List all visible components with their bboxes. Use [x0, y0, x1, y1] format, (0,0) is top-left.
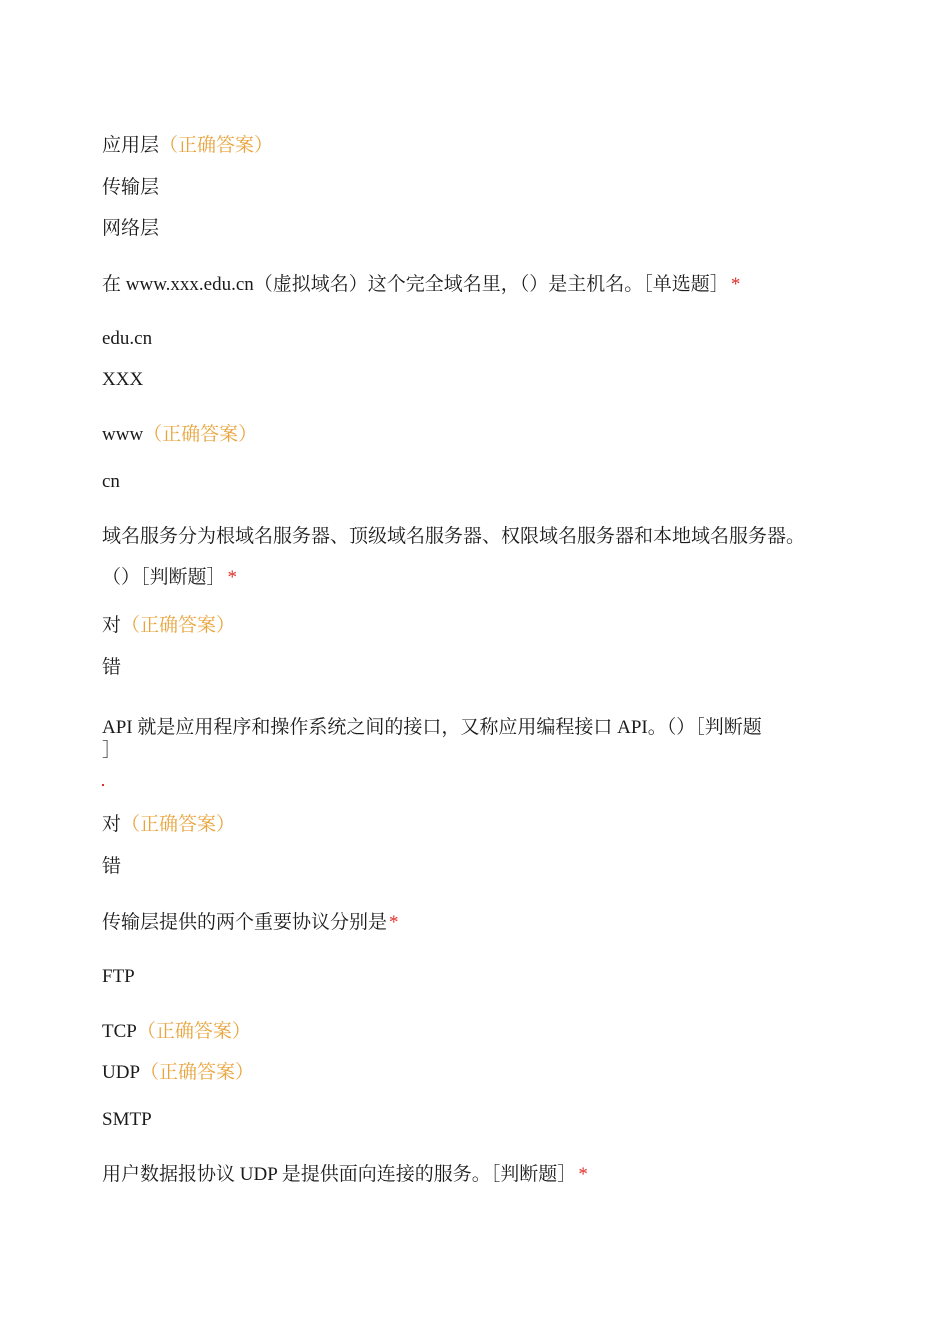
correct-answer-tag: （正确答案） [159, 135, 274, 156]
required-mark: * [578, 1164, 588, 1185]
question-text: （）［判断题］ [102, 567, 226, 588]
option-label: UDP [102, 1062, 141, 1083]
question-text: ］ [102, 740, 122, 761]
question-dns-servers [102, 525, 805, 549]
option-www [102, 423, 257, 447]
option-smtp [102, 1108, 152, 1132]
option-label: 对 [102, 814, 122, 835]
option-tcp [102, 1020, 251, 1044]
required-mark-dot [102, 784, 104, 786]
option-label: TCP [102, 1021, 137, 1042]
option-xxx [102, 368, 143, 392]
option-label: XXX [102, 369, 144, 390]
correct-answer-tag: （正确答案） [136, 1021, 251, 1042]
option-label: 应用层 [102, 135, 160, 156]
option-true [102, 813, 235, 837]
question-udp-service [102, 1163, 588, 1187]
option-udp [102, 1061, 254, 1085]
question-hostname [102, 273, 740, 297]
question-text: API 就是应用程序和操作系统之间的接口，又称应用编程接口 API。（）［判断题 [102, 717, 762, 738]
option-label: 传输层 [102, 177, 160, 198]
option-label: FTP [102, 966, 135, 987]
option-label: cn [102, 471, 120, 492]
option-false [102, 656, 121, 680]
correct-answer-tag: （正确答案） [140, 1062, 255, 1083]
option-transport-layer [102, 176, 159, 200]
option-label: www [102, 424, 144, 445]
required-mark: * [730, 274, 741, 295]
option-label: SMTP [102, 1109, 152, 1130]
option-ftp [102, 965, 135, 989]
option-label: edu.cn [102, 328, 153, 349]
option-cn [102, 470, 120, 494]
question-api [102, 716, 762, 740]
option-false [102, 855, 121, 879]
required-mark: * [227, 567, 238, 588]
correct-answer-tag: （正确答案） [121, 615, 236, 636]
option-application-layer [102, 134, 273, 158]
option-label: 错 [102, 657, 122, 678]
question-api-cont [102, 739, 121, 763]
correct-answer-tag: （正确答案） [121, 814, 236, 835]
correct-answer-tag: （正确答案） [143, 424, 258, 445]
question-text: 在 www.xxx.edu.cn（虚拟域名）这个完全域名里，（）是主机名。［单选题］ [102, 274, 729, 295]
option-network-layer [102, 217, 159, 241]
question-text: 域名服务分为根域名服务器、顶级域名服务器、权限域名服务器和本地域名服务器。 [102, 526, 806, 547]
question-text: 传输层提供的两个重要协议分别是 [102, 912, 388, 933]
question-transport-protocols [102, 911, 399, 935]
option-true [102, 614, 235, 638]
option-edu-cn [102, 327, 152, 351]
option-label: 错 [102, 856, 122, 877]
question-text: 用户数据报协议 UDP 是提供面向连接的服务。［判断题］ [102, 1164, 577, 1185]
required-mark: * [389, 912, 399, 933]
option-label: 网络层 [102, 218, 160, 239]
question-dns-servers-cont [102, 566, 237, 590]
option-label: 对 [102, 615, 122, 636]
